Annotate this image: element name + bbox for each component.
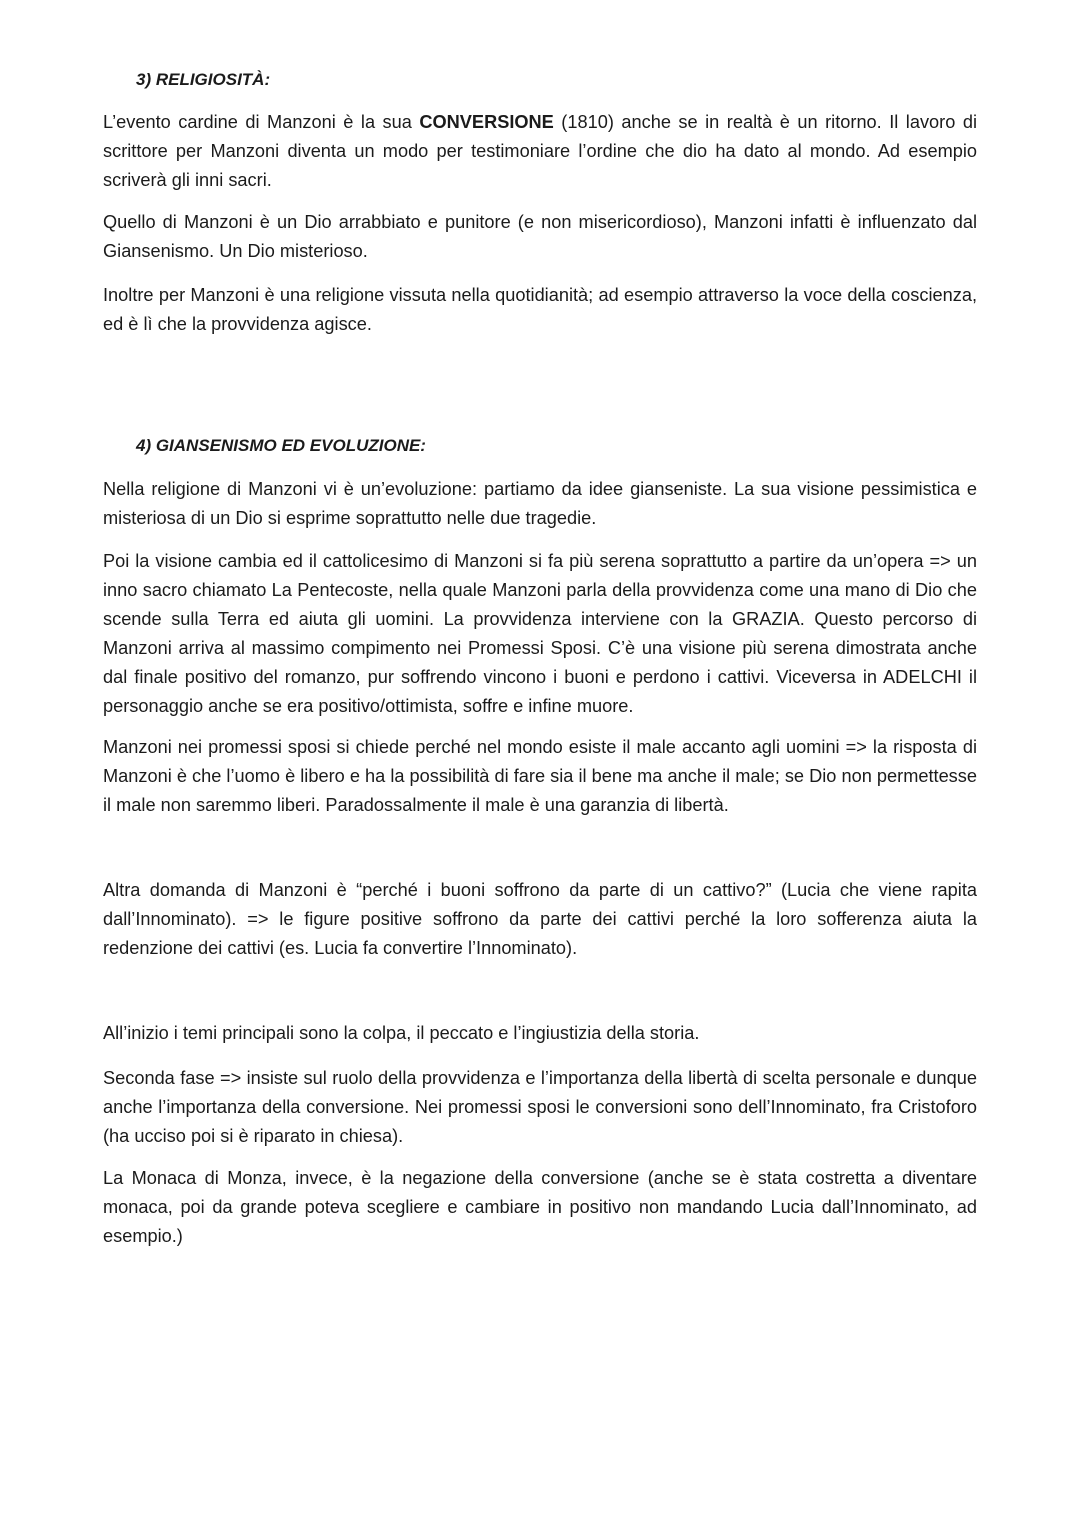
section-4-paragraph-7: La Monaca di Monza, invece, è la negazione della conversione (anche se è stata costretta a diventare monaca, poi da grande poteva scegliere e cambiare in positivo non mandando Lucia dall’Innominato, ad esempio.) [103, 1168, 977, 1246]
section-3-paragraph-2: Quello di Manzoni è un Dio arrabbiato e punitore (e non misericordioso), Manzoni infatti è influenzato dal Giansenismo. Un Dio misterioso. [103, 212, 977, 261]
section-4-paragraph-6: Seconda fase => insiste sul ruolo della provvidenza e l’importanza della libertà di scelta personale e dunque anche l’importanza della conversione. Nei promessi sposi le conversioni sono dell’Innominato, fra Cristoforo (ha ucciso poi si è riparato in chiesa). [103, 1068, 977, 1146]
paragraph-text: (1810) anche se in realtà è un ritorno. Il lavoro di scrittore per Manzoni diventa un modo per testimoniare l’ordine che dio ha dato al mondo. Ad esempio scriverà gli inni sacri. [103, 112, 977, 190]
section-4-paragraph-2: Poi la visione cambia ed il cattolicesimo di Manzoni si fa più serena soprattutto a partire da un’opera => un inno sacro chiamato La Pentecoste, nella quale Manzoni parla della provvidenza come una mano di Dio che scende sulla Terra ed aiuta gli uomini. La provvidenza interviene con la GRAZIA. Questo percorso di Manzoni arriva al massimo compimento nei Promessi Sposi. C’è una visione più serena dimostrata anche dal finale positivo del romanzo, pur soffrendo vincono i buoni e perdono i cattivi. Viceversa in ADELCHI il personaggio anche se era positivo/ottimista, soffre e infine muore. [103, 551, 977, 716]
section-3-paragraph-1 [103, 108, 977, 195]
section-4-heading: 4) GIANSENISMO ED EVOLUZIONE: [136, 436, 426, 455]
section-4-paragraph-5: All’inizio i temi principali sono la colpa, il peccato e l’ingiustizia della storia. [103, 1023, 700, 1043]
conversione-emphasis: CONVERSIONE [419, 112, 554, 132]
section-3-paragraph-3: Inoltre per Manzoni è una religione vissuta nella quotidianità; ad esempio attraverso la voce della coscienza, ed è lì che la provvidenza agisce. [103, 285, 977, 334]
paragraph-text: L’evento cardine di Manzoni è la sua [103, 112, 420, 132]
section-3-heading: 3) RELIGIOSITÀ: [136, 70, 271, 89]
section-4-paragraph-1: Nella religione di Manzoni vi è un’evoluzione: partiamo da idee gianseniste. La sua visione pessimistica e misteriosa di un Dio si esprime soprattutto nelle due tragedie. [103, 479, 977, 528]
section-4-paragraph-3: Manzoni nei promessi sposi si chiede perché nel mondo esiste il male accanto agli uomini => la risposta di Manzoni è che l’uomo è libero e ha la possibilità di fare sia il bene ma anche il male; se Dio non permettesse il male non saremmo liberi. Paradossalmente il male è una garanzia di libertà. [103, 737, 977, 815]
section-4-paragraph-4: Altra domanda di Manzoni è “perché i buoni soffrono da parte di un cattivo?” (Lucia che viene rapita dall’Innominato). => le figure positive soffrono da parte dei cattivi perché la loro sofferenza aiuta la redenzione dei cattivi (es. Lucia fa convertire l’Innominato). [103, 880, 977, 958]
